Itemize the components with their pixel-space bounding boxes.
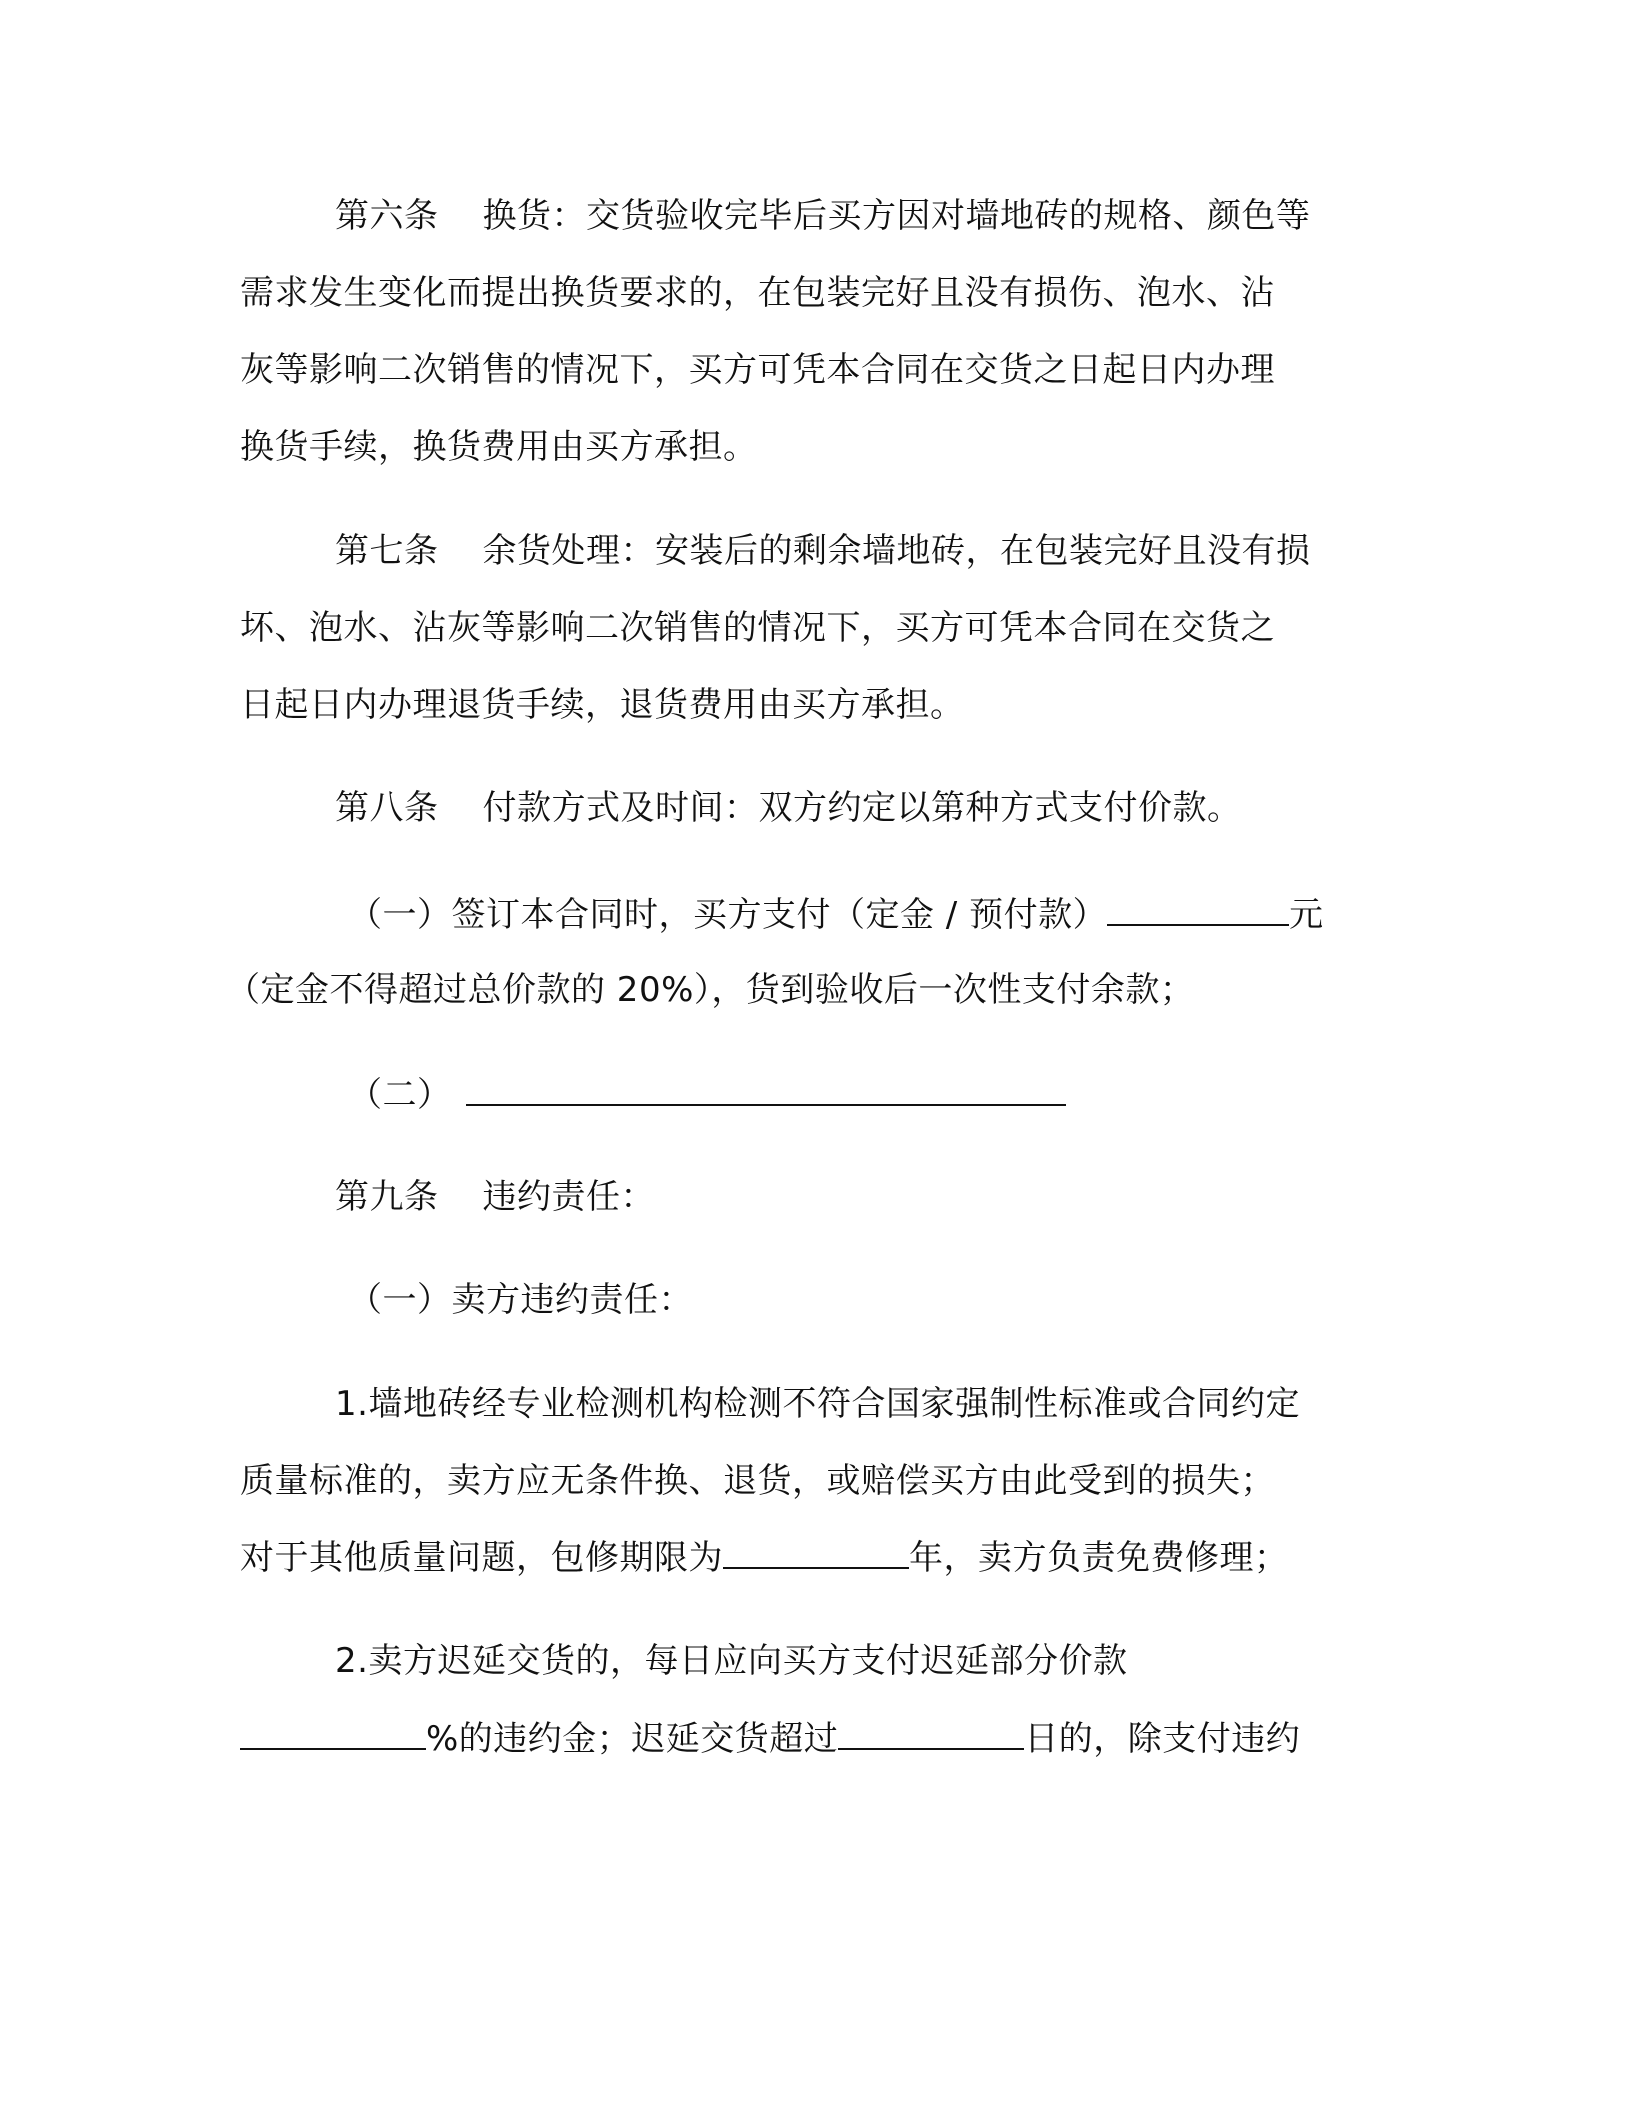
article-6-line-1	[335, 196, 1311, 236]
article-6-label: 第六条	[335, 196, 439, 236]
item-1-line-2: 质量标准的，卖方应无条件换、退货，或赔偿买方由此受到的损失；	[240, 1461, 1275, 1501]
article-9-label: 第九条	[335, 1177, 439, 1217]
article-6-line-2: 需求发生变化而提出换货要求的，在包装完好且没有损伤、泡水、沾	[240, 273, 1275, 313]
item-1-line-1: 1.墙地砖经专业检测机构检测不符合国家强制性标准或合同约定	[335, 1384, 1300, 1424]
warranty-prefix: 对于其他质量问题，包修期限为	[240, 1538, 723, 1578]
article-8-line-1	[335, 788, 1242, 828]
penalty-rate-blank[interactable]	[240, 1718, 426, 1750]
option-1-prefix: （一）签订本合同时，买方支付（定金 / 预付款）	[348, 895, 1108, 935]
article-9-heading	[335, 1177, 655, 1217]
article-8-option-1-line-2: （定金不得超过总价款的 20%），货到验收后一次性支付余款；	[226, 970, 1195, 1010]
item-1-line-3	[240, 1537, 1289, 1578]
article-6-line-4: 换货手续，换货费用由买方承担。	[240, 427, 758, 467]
item-2-line-2	[240, 1718, 1300, 1759]
article-6-line-3: 灰等影响二次销售的情况下，买方可凭本合同在交货之日起日内办理	[240, 350, 1275, 390]
item-2-part-1: %的违约金；迟延交货超过	[426, 1719, 839, 1759]
article-8-label: 第八条	[335, 788, 439, 828]
deposit-amount-blank[interactable]	[1107, 894, 1289, 926]
seller-liability-heading: （一）卖方违约责任：	[348, 1280, 693, 1320]
option-1-suffix: 元	[1289, 895, 1324, 935]
item-2-line-1: 2.卖方迟延交货的，每日应向买方支付迟延部分价款	[335, 1641, 1128, 1681]
warranty-years-blank[interactable]	[723, 1537, 909, 1569]
delay-days-blank[interactable]	[838, 1718, 1024, 1750]
article-6-text-1: 换货：交货验收完毕后买方因对墙地砖的规格、颜色等	[482, 196, 1311, 236]
option-2-prefix: （二）	[348, 1075, 452, 1115]
item-2-part-2: 日的，除支付违约	[1024, 1719, 1301, 1759]
article-7-line-2: 坏、泡水、沾灰等影响二次销售的情况下，买方可凭本合同在交货之	[240, 608, 1275, 648]
article-8-option-1-line-1	[348, 894, 1324, 935]
article-7-line-1	[335, 531, 1311, 571]
article-7-text-1: 余货处理：安装后的剩余墙地砖，在包装完好且没有损	[482, 531, 1311, 571]
article-7-line-3: 日起日内办理退货手续，退货费用由买方承担。	[240, 685, 965, 725]
article-7-label: 第七条	[335, 531, 439, 571]
option-2-blank[interactable]	[466, 1074, 1066, 1106]
article-9-title: 违约责任：	[482, 1177, 655, 1217]
article-8-option-2	[348, 1074, 1066, 1115]
warranty-suffix: 年，卖方负责免费修理；	[909, 1538, 1289, 1578]
article-8-text-1: 付款方式及时间：双方约定以第种方式支付价款。	[482, 788, 1242, 828]
